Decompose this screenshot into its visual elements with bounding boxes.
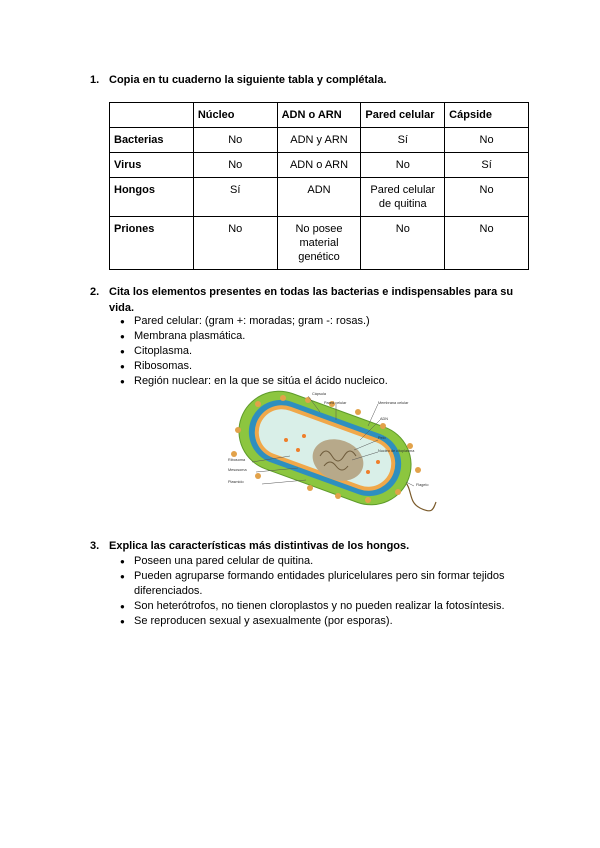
label-nucleoid: Nucleo de citoplasma: [378, 449, 415, 453]
table-row: [110, 128, 529, 153]
list-item: ● Ribosomas.: [108, 359, 528, 374]
list-item: ● Poseen una pared celular de quitina.: [108, 554, 528, 569]
row-header: Virus: [110, 153, 194, 178]
table-cell: ADN o ARN: [277, 153, 361, 178]
question-number: 2.: [90, 286, 100, 298]
table-header-cell: Pared celular: [361, 103, 445, 128]
table-cell: No: [361, 217, 445, 270]
table-cell: Pared celular de quitina: [361, 178, 445, 217]
label-flagellum: Flagelo: [416, 483, 429, 487]
table-cell: Sí: [445, 153, 529, 178]
list-item: ● Pueden agruparse formando entidades pluricelulares pero sin formar tejidos diferenciados.: [108, 569, 528, 599]
label-ribosome: Ribosoma: [228, 458, 246, 462]
list-item: ● Pared celular: (gram +: moradas; gram -: rosas.): [108, 314, 528, 329]
table-cell: Sí: [193, 178, 277, 217]
row-header: Hongos: [110, 178, 194, 217]
row-header: Priones: [110, 217, 194, 270]
question-text: Cita los elementos presentes en todas las bacterias e indispensables para su vida.: [109, 286, 514, 314]
question-number: 3.: [90, 540, 100, 552]
table-cell: No: [445, 128, 529, 153]
question-text: Copia en tu cuaderno la siguiente tabla y complétala.: [109, 74, 387, 86]
table-cell: No: [361, 153, 445, 178]
table-header-cell: ADN o ARN: [277, 103, 361, 128]
question-text: Explica las características más distintivas de los hongos.: [109, 540, 410, 552]
table-header-row: [110, 103, 529, 128]
table-cell: Sí: [361, 128, 445, 153]
table-row: [110, 178, 529, 217]
bacterium-diagram: [228, 390, 438, 520]
list-item: ● Se reproducen sexual y asexualmente (por esporas).: [108, 614, 528, 629]
table-header-cell: [110, 103, 194, 128]
label-plasmid: Plasmido: [228, 480, 244, 484]
label-capsule: Cápsula: [312, 392, 326, 396]
question-number: 1.: [90, 74, 100, 86]
row-header: Bacterias: [110, 128, 194, 153]
table-cell: ADN: [277, 178, 361, 217]
question-3: [90, 538, 529, 554]
table-cell: No: [445, 217, 529, 270]
comparison-table: [109, 102, 529, 270]
list-item: ● Región nuclear: en la que se sitúa el ácido nucleico.: [108, 374, 528, 389]
bullet-list-q3: [108, 554, 528, 629]
label-pili: Pelo: [378, 436, 386, 440]
table-row: [110, 153, 529, 178]
table-header-cell: Cápside: [445, 103, 529, 128]
label-mesosome: Mesosoma: [228, 468, 247, 472]
list-item: ● Membrana plasmática.: [108, 329, 528, 344]
list-item: ● Son heterótrofos, no tienen cloroplastos y no pueden realizar la fotosíntesis.: [108, 599, 528, 614]
table-row: [110, 217, 529, 270]
label-membrane: Membrana celular: [378, 401, 409, 405]
table-cell: No: [193, 128, 277, 153]
table-cell: ADN y ARN: [277, 128, 361, 153]
table-cell: No posee material genético: [277, 217, 361, 270]
table-cell: No: [193, 217, 277, 270]
table-cell: No: [445, 178, 529, 217]
question-2: [90, 284, 529, 316]
bullet-list-q2: [108, 314, 528, 389]
list-item: ● Citoplasma.: [108, 344, 528, 359]
table-header-cell: Núcleo: [193, 103, 277, 128]
question-1: [90, 72, 529, 88]
label-dna: ADN: [380, 417, 389, 421]
table-cell: No: [193, 153, 277, 178]
label-cell-wall: Pared celular: [324, 401, 347, 405]
